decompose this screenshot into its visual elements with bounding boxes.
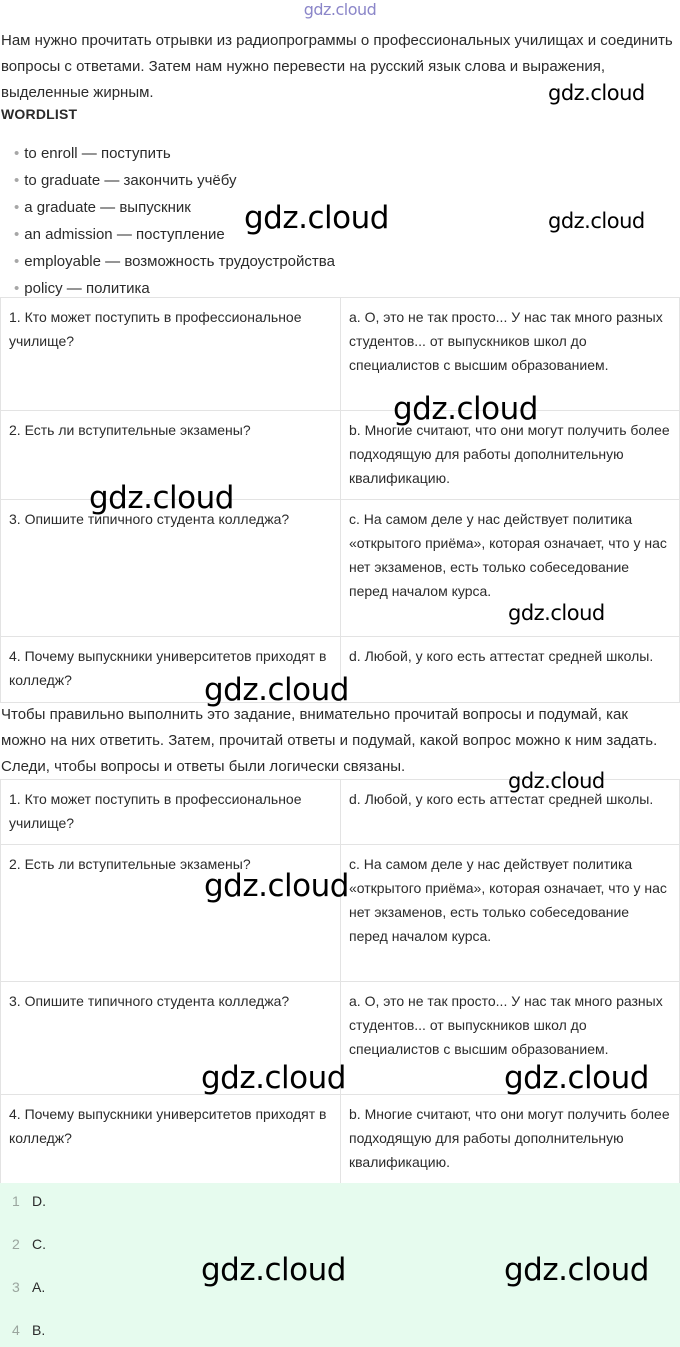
watermark: gdz.cloud <box>204 868 349 904</box>
watermark: gdz.cloud <box>548 81 645 105</box>
bullet-icon: • <box>14 145 20 162</box>
answer-cell: b. Многие считают, что они могут получить более подходящую для работы дополнительную квалификацию. <box>341 411 680 500</box>
answer-cell: d. Любой, у кого есть аттестат средней школы. <box>341 780 680 845</box>
answer-value: A. <box>32 1279 46 1295</box>
watermark: gdz.cloud <box>504 1060 649 1096</box>
answer-item <box>12 1279 45 1295</box>
answer-value: C. <box>32 1236 46 1252</box>
wordlist-item: • to graduate — закончить учёбу <box>14 172 237 189</box>
answer-item <box>12 1236 46 1252</box>
answer-number: 3 <box>12 1279 20 1295</box>
answer-cell: c. На самом деле у нас действует политика «открытого приёма», которая означает, что у нас нет экзаменов, есть только собеседование перед началом курса. <box>341 845 680 982</box>
answer-number: 1 <box>12 1193 20 1209</box>
question-cell: 1. Кто может поступить в профессиональное училище? <box>1 298 341 411</box>
matching-table-solution <box>0 779 680 1184</box>
site-logo[interactable]: gdz.cloud <box>303 0 377 19</box>
table-row <box>1 411 680 500</box>
wordlist-item: • a graduate — выпускник <box>14 199 191 216</box>
watermark: gdz.cloud <box>548 209 645 233</box>
table-row <box>1 500 680 637</box>
wordlist <box>14 143 335 305</box>
bullet-icon: • <box>14 226 20 243</box>
bullet-icon: • <box>14 199 20 216</box>
answer-value: B. <box>32 1322 46 1338</box>
table-row <box>1 982 680 1095</box>
watermark: gdz.cloud <box>508 601 605 625</box>
question-cell: 2. Есть ли вступительные экзамены? <box>1 411 341 500</box>
watermark: gdz.cloud <box>201 1252 346 1288</box>
answer-cell: a. О, это не так просто... У нас так много разных студентов... от выпускников школ до специалистов с высшим образованием. <box>341 982 680 1095</box>
answer-number: 2 <box>12 1236 20 1252</box>
answers-panel <box>0 1183 680 1347</box>
watermark: gdz.cloud <box>89 480 234 516</box>
wordlist-item: • an admission — поступление <box>14 226 225 243</box>
question-cell: 3. Опишите типичного студента колледжа? <box>1 500 341 637</box>
question-cell: 3. Опишите типичного студента колледжа? <box>1 982 341 1095</box>
question-cell: 2. Есть ли вступительные экзамены? <box>1 845 341 982</box>
table-row <box>1 780 680 845</box>
watermark: gdz.cloud <box>204 672 349 708</box>
wordlist-title: WORDLIST <box>1 106 78 122</box>
table-row <box>1 637 680 703</box>
answer-item <box>12 1322 45 1338</box>
watermark: gdz.cloud <box>244 200 389 236</box>
explanation-text: Чтобы правильно выполнить это задание, внимательно прочитай вопросы и подумай, как можно на них ответить. Затем, прочитай ответы и подумай, какой вопрос можно к ним задать. Следи, чтобы вопросы и ответы были логически связаны. <box>1 706 658 775</box>
question-cell: 1. Кто может поступить в профессиональное училище? <box>1 780 341 845</box>
bullet-icon: • <box>14 253 20 270</box>
table-row <box>1 845 680 982</box>
answer-item <box>12 1193 46 1209</box>
answer-value: D. <box>32 1193 46 1209</box>
watermark: gdz.cloud <box>201 1060 346 1096</box>
bullet-icon: • <box>14 280 20 297</box>
watermark: gdz.cloud <box>504 1252 649 1288</box>
answer-cell: b. Многие считают, что они могут получить более подходящую для работы дополнительную квалификацию. <box>341 1095 680 1184</box>
intro-text: Нам нужно прочитать отрывки из радиопрограммы о профессиональных училищах и соединить вопросы с ответами. Затем нам нужно перевести на русский язык слова и выражения, выделенные жирным. <box>1 32 673 101</box>
watermark: gdz.cloud <box>393 391 538 427</box>
wordlist-item: • policy — политика <box>14 280 150 297</box>
answer-cell: d. Любой, у кого есть аттестат средней школы. <box>341 637 680 703</box>
watermark: gdz.cloud <box>508 769 605 793</box>
answer-number: 4 <box>12 1322 20 1338</box>
answer-cell: a. О, это не так просто... У нас так много разных студентов... от выпускников школ до специалистов с высшим образованием. <box>341 298 680 411</box>
table-row <box>1 298 680 411</box>
question-cell: 4. Почему выпускники университетов приходят в колледж? <box>1 1095 341 1184</box>
answer-cell: c. На самом деле у нас действует политика «открытого приёма», которая означает, что у нас нет экзаменов, есть только собеседование перед началом курса. <box>341 500 680 637</box>
matching-table-task <box>0 297 680 703</box>
table-row <box>1 1095 680 1184</box>
wordlist-item: • employable — возможность трудоустройства <box>14 253 335 270</box>
question-cell: 4. Почему выпускники университетов приходят в колледж? <box>1 637 341 703</box>
wordlist-item: • to enroll — поступить <box>14 145 171 162</box>
bullet-icon: • <box>14 172 20 189</box>
